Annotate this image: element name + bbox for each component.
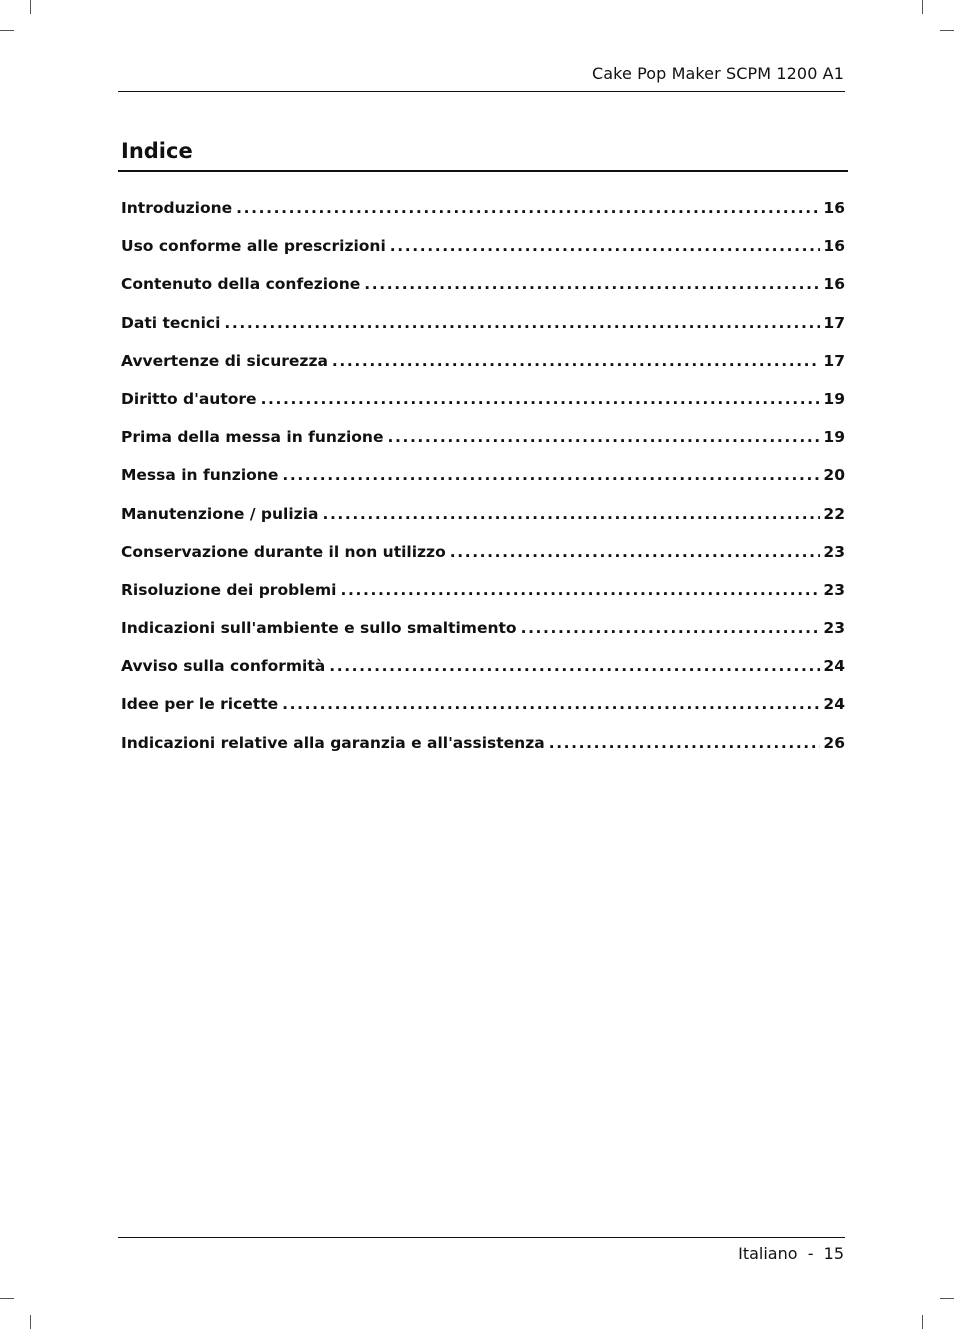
toc-leader-dots (450, 543, 821, 561)
toc-entry-page: 24 (823, 695, 845, 714)
toc-leader-dots (224, 314, 820, 332)
footer-rule (118, 1237, 845, 1238)
crop-mark-top-right (922, 0, 923, 14)
running-header: Cake Pop Maker SCPM 1200 A1 (591, 64, 844, 83)
toc-entry-label: Indicazioni relative alla garanzia e all'assistenza (121, 733, 545, 752)
table-of-contents (121, 199, 845, 772)
toc-entry-page: 16 (823, 275, 845, 294)
page-footer: Italiano - 15 (738, 1244, 844, 1263)
toc-leader-dots (282, 695, 820, 713)
toc-entry-label: Messa in funzione (121, 466, 279, 485)
toc-entry-page: 16 (823, 199, 845, 217)
toc-entry-page: 23 (823, 619, 845, 638)
toc-entry-page: 23 (823, 580, 845, 599)
toc-entry-label: Introduzione (121, 199, 233, 217)
toc-entry[interactable] (121, 275, 845, 313)
toc-entry[interactable] (121, 734, 845, 772)
toc-leader-dots (261, 390, 821, 408)
toc-entry-page: 23 (823, 542, 845, 561)
toc-entry-page: 22 (823, 504, 845, 523)
toc-entry-label: Avvertenze di sicurezza (121, 351, 328, 370)
toc-entry[interactable] (121, 619, 845, 657)
crop-mark-bottom-right-h (940, 1298, 954, 1299)
toc-leader-dots (521, 619, 821, 637)
toc-entry-label: Idee per le ricette (121, 695, 279, 714)
toc-entry-page: 17 (823, 313, 845, 332)
toc-entry[interactable] (121, 314, 845, 352)
toc-entry[interactable] (121, 390, 845, 428)
crop-mark-top-right-h (940, 30, 954, 31)
toc-entry-label: Uso conforme alle prescrizioni (121, 237, 386, 256)
toc-entry-page: 24 (823, 657, 845, 676)
toc-entry-label: Manutenzione / pulizia (121, 504, 319, 523)
toc-entry[interactable] (121, 352, 845, 390)
toc-entry[interactable] (121, 237, 845, 275)
toc-entry[interactable] (121, 505, 845, 543)
toc-entry-page: 20 (823, 466, 845, 485)
toc-entry-label: Indicazioni sull'ambiente e sullo smaltimento (121, 619, 517, 638)
crop-mark-top-left-h (0, 30, 14, 31)
toc-entry[interactable] (121, 428, 845, 466)
title-rule (118, 170, 848, 172)
toc-entry-label: Prima della messa in funzione (121, 428, 384, 447)
toc-entry[interactable] (121, 199, 845, 237)
toc-entry-page: 17 (823, 351, 845, 370)
toc-entry[interactable] (121, 581, 845, 619)
toc-entry[interactable] (121, 657, 845, 695)
toc-leader-dots (322, 505, 820, 523)
toc-entry-label: Dati tecnici (121, 313, 221, 332)
toc-leader-dots (282, 466, 820, 484)
toc-entry[interactable] (121, 543, 845, 581)
crop-mark-bottom-left (30, 1315, 31, 1329)
toc-entry-label: Avviso sulla conformità (121, 657, 326, 676)
toc-entry-page: 26 (823, 733, 845, 752)
toc-leader-dots (549, 734, 821, 752)
toc-entry-page: 19 (823, 389, 845, 408)
crop-mark-bottom-right (922, 1315, 923, 1329)
toc-entry-label: Contenuto della confezione (121, 275, 361, 294)
toc-entry[interactable] (121, 695, 845, 733)
toc-leader-dots (364, 275, 820, 293)
toc-entry[interactable] (121, 466, 845, 504)
toc-leader-dots (329, 657, 820, 675)
toc-entry-label: Diritto d'autore (121, 389, 257, 408)
toc-leader-dots (390, 237, 821, 255)
crop-mark-top-left (30, 0, 31, 14)
toc-leader-dots (236, 199, 820, 217)
toc-entry-page: 16 (823, 237, 845, 256)
toc-leader-dots (332, 352, 821, 370)
toc-leader-dots (387, 428, 820, 446)
toc-entry-page: 19 (823, 428, 845, 447)
crop-mark-bottom-left-h (0, 1298, 14, 1299)
page-title: Indice (121, 139, 193, 163)
toc-entry-label: Risoluzione dei problemi (121, 580, 337, 599)
header-rule (118, 91, 845, 92)
toc-leader-dots (341, 581, 821, 599)
toc-entry-label: Conservazione durante il non utilizzo (121, 542, 446, 561)
